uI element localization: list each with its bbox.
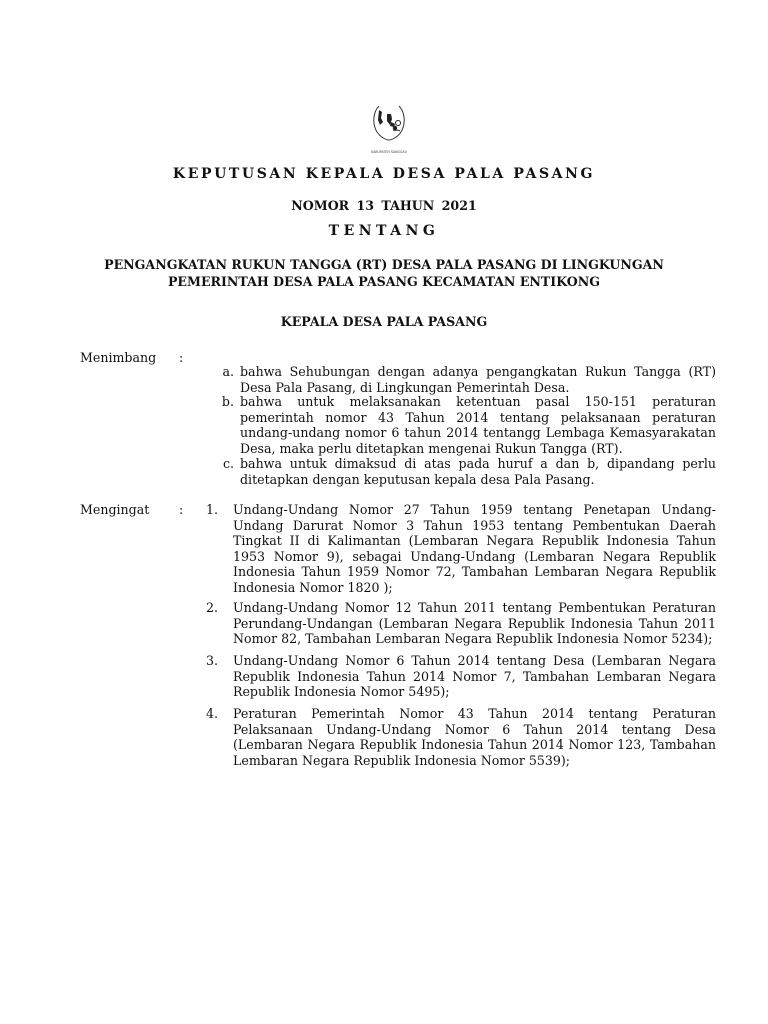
text-line: Nomor 82, Tambahan Lembaran Negara Republik Indonesia Nomor 5234); [233,631,713,647]
mengingat-item-3-marker: 3. [205,653,218,668]
text-line: 1953 Nomor 9), sebagai Undang-Undang (Lembaran Negara Republik [233,548,716,564]
text-line: Tingkat II di Kalimantan (Lembaran Negara Republik Indonesia Tahun [233,533,716,549]
text-line: Undang-Undang Nomor 27 Tahun 1959 tentang Penetapan Undang- [233,502,716,517]
text-line: Undang-Undang Nomor 12 Tahun 2011 tentang Pembentukan Peraturan [233,600,716,615]
text-line: Republik Indonesia Nomor 5495); [233,684,450,700]
document-title: KEPUTUSAN KEPALA DESA PALA PASANG [172,166,596,182]
text-line: Lembaran Negara Republik Indonesia Nomor 5539); [233,752,571,768]
mengingat-colon: : [179,502,184,517]
mengingat-item-4 [233,706,716,768]
text-line: Desa Pala Pasang, di Lingkungan Pemerintah Desa. [240,379,570,395]
mengingat-item-1 [233,502,716,596]
text-line: Peraturan Pemerintah Nomor 43 Tahun 2014 tentang Peraturan [233,706,716,721]
text-line: Undang Darurat Nomor 3 Tahun 1953 tentang Pembentukan Daerah [233,517,716,533]
text-line: Perundang-Undangan (Lembaran Negara Republik Indonesia Tahun 2011 [233,615,716,631]
menimbang-item-c [240,456,716,487]
document-number: NOMOR 13 TAHUN 2021 [291,198,477,213]
garuda-emblem-icon [357,94,421,162]
text-line: Indonesia Tahun 1959 Nomor 72, Tambahan Lembaran Negara Republik [233,564,716,580]
subject-line-2: PEMERINTAH DESA PALA PASANG KECAMATAN ENTIKONG [167,274,601,289]
text-line: Desa, maka perlu ditetapkan mengenai Rukun Tangga (RT). [240,440,623,456]
menimbang-item-a-marker: a. [222,364,234,379]
text-line: pemerintah nomor 43 Tahun 2014 tentang pelaksanaan peraturan [240,409,716,425]
issuing-official: KEPALA DESA PALA PASANG [280,314,488,329]
text-line: bahwa Sehubungan dengan adanya pengangkatan Rukun Tangga (RT) [240,364,716,379]
text-line: ditetapkan dengan keputusan kepala desa Pala Pasang. [240,471,595,487]
menimbang-item-a [240,364,716,395]
text-line: Indonesia Nomor 1820 ); [233,579,393,595]
mengingat-label: Mengingat [80,502,150,517]
menimbang-item-b [240,394,716,456]
menimbang-item-b-marker: b. [221,394,234,409]
subject-line-1: PENGANGKATAN RUKUN TANGGA (RT) DESA PALA PASANG DI LINGKUNGAN [104,257,664,272]
emblem-caption: KABUPATEN SANGGAU [371,150,407,154]
menimbang-label: Menimbang [80,350,157,365]
tentang-heading: TENTANG [328,223,440,239]
mengingat-item-3 [233,653,716,700]
mengingat-item-2-marker: 2. [205,600,218,615]
text-line: bahwa untuk dimaksud di atas pada huruf a dan b, dipandang perlu [240,456,716,471]
text-line: undang-undang nomor 6 tahun 2014 tentangg Lembaga Kemasyarakatan [240,425,716,441]
text-line: bahwa untuk melaksanakan ketentuan pasal 150-151 peraturan [240,394,716,409]
text-line: Republik Indonesia Tahun 2014 Nomor 7, Tambahan Lembaran Negara [233,668,716,684]
text-line: Pelaksanaan Undang-Undang Nomor 6 Tahun 2014 tentang Desa [233,721,716,737]
menimbang-colon: : [179,350,184,365]
text-line: (Lembaran Negara Republik Indonesia Tahun 2014 Nomor 123, Tambahan [233,737,716,753]
mengingat-item-2 [233,600,716,647]
mengingat-item-4-marker: 4. [205,706,218,721]
text-line: Undang-Undang Nomor 6 Tahun 2014 tentang Desa (Lembaran Negara [233,653,716,668]
mengingat-item-1-marker: 1. [205,502,218,517]
menimbang-item-c-marker: c. [222,456,234,471]
